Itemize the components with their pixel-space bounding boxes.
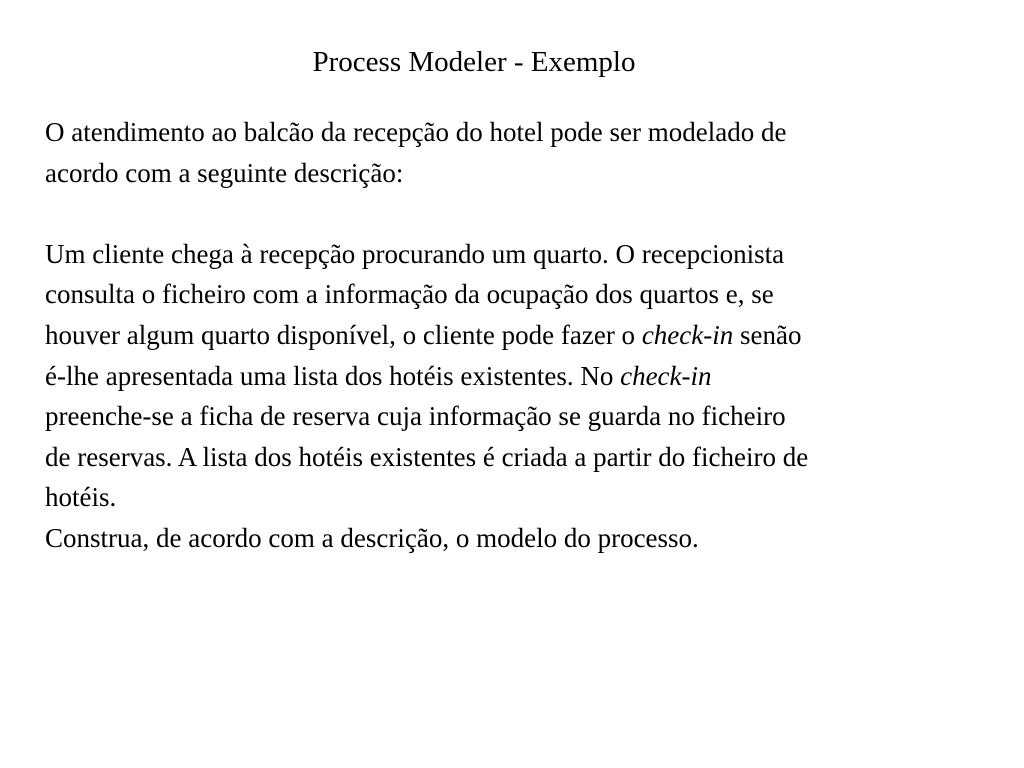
intro-line-2: acordo com a seguinte descrição: bbox=[45, 157, 404, 188]
description-line-5: preenche-se a ficha de reserva cuja informação se guarda no ficheiro bbox=[45, 401, 786, 432]
description-paragraph bbox=[45, 234, 1020, 518]
paragraph-gap bbox=[45, 193, 1020, 234]
intro-paragraph bbox=[45, 112, 1020, 193]
check-in-term: check-in bbox=[641, 319, 734, 350]
description-line-2: consulta o ficheiro com a informação da ocupação dos quartos e, se bbox=[45, 279, 774, 310]
description-line-6: de reservas. A lista dos hotéis existentes é criada a partir do ficheiro de bbox=[45, 441, 809, 472]
check-in-term: check-in bbox=[620, 360, 712, 391]
description-line-4 bbox=[45, 356, 1020, 397]
instruction-paragraph bbox=[45, 518, 1020, 559]
instruction-line: Construa, de acordo com a descrição, o modelo do processo. bbox=[45, 522, 699, 553]
description-line-3 bbox=[45, 315, 1020, 356]
description-line-3-end: senão bbox=[733, 319, 802, 350]
description-line-4-text: é-lhe apresentada uma lista dos hotéis existentes. No bbox=[45, 360, 621, 391]
description-line-3-text: houver algum quarto disponível, o cliente pode fazer o bbox=[45, 319, 642, 350]
intro-line-1: O atendimento ao balcão da recepção do hotel pode ser modelado de bbox=[45, 117, 787, 147]
slide-title: Process Modeler - Exemplo bbox=[312, 46, 636, 78]
description-line-7: hotéis. bbox=[45, 482, 117, 513]
slide-body bbox=[45, 112, 1020, 559]
description-line-1: Um cliente chega à recepção procurando um quarto. O recepcionista bbox=[45, 238, 785, 269]
